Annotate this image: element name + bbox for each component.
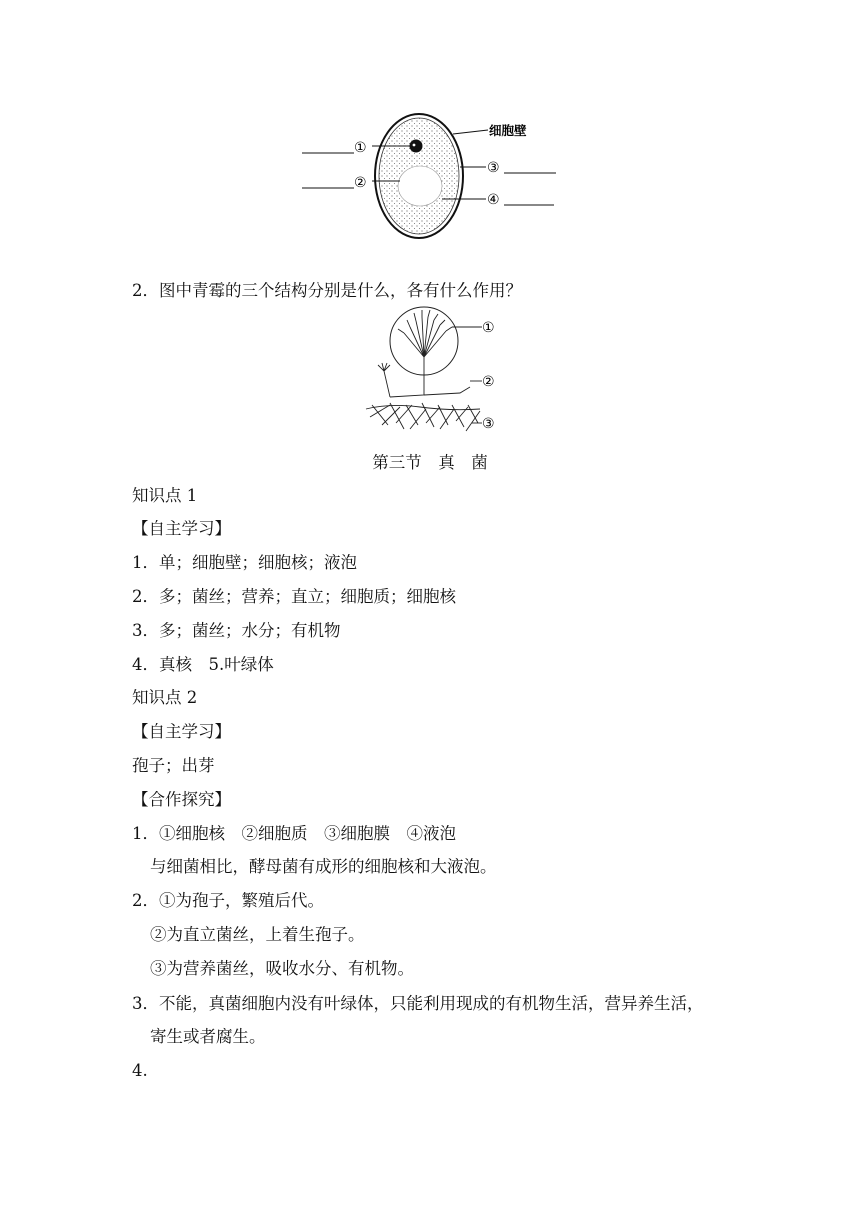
penicillium-label-1: ① [482,320,495,336]
question-2: 2．图中青霉的三个结构分别是什么，各有什么作用？ [132,281,522,300]
answer-b1: 孢子；出芽 [132,756,215,775]
label-cell-wall: 细胞壁 [489,123,527,138]
self-study-heading-2: 【自主学习】 [132,722,231,741]
answer-3: 3．多；菌丝；水分；有机物 [132,621,341,640]
cooperative-inquiry-heading: 【合作探究】 [132,790,231,809]
label-2: ② [354,175,367,191]
penicillium-label-3: ③ [482,416,495,432]
inquiry-answer-1: 1．①细胞核 ②细胞质 ③细胞膜 ④液泡 [132,824,456,843]
penicillium-label-2: ② [482,374,495,390]
knowledge-point-2: 知识点 2 [132,688,198,707]
self-study-heading-1: 【自主学习】 [132,519,231,538]
vacuole [398,166,442,206]
label-1: ① [354,140,367,156]
label-3: ③ [487,160,500,176]
inquiry-answer-2: 2．①为孢子，繁殖后代。 [132,891,324,910]
label-4: ④ [487,192,500,208]
inquiry-answer-2-detail-a: ②为直立菌丝，上着生孢子。 [150,925,365,944]
nucleus [410,140,423,153]
section-title: 第三节 真 菌 [372,453,488,472]
knowledge-point-1: 知识点 1 [132,486,198,505]
inquiry-answer-2-detail-b: ③为营养菌丝，吸收水分、有机物。 [150,959,414,978]
inquiry-answer-4: 4. [132,1061,148,1080]
answer-2: 2．多；菌丝；营养；直立；细胞质；细胞核 [132,587,456,606]
answer-4: 4．真核 5.叶绿体 [132,655,274,674]
answer-1: 1．单；细胞壁；细胞核；液泡 [132,553,357,572]
yeast-cell-figure [296,110,566,270]
inquiry-answer-3: 3．不能，真菌细胞内没有叶绿体，只能利用现成的有机物生活，营异养生活， [132,994,704,1013]
inquiry-answer-3-continued: 寄生或者腐生。 [150,1027,266,1046]
penicillium-figure [360,305,500,437]
inquiry-answer-1-detail: 与细菌相比，酵母菌有成形的细胞核和大液泡。 [150,857,497,876]
